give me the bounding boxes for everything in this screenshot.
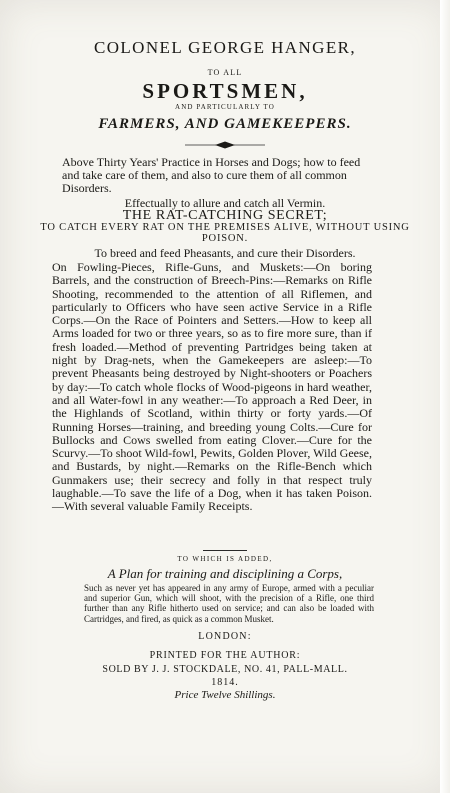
vermin-line: Effectually to allure and catch all Vermin. [124,196,326,210]
pheasants-line: To breed and feed Pheasants, and cure their Disorders. [94,246,356,260]
plan-heading: A Plan for training and disciplining a Corps, [107,566,343,581]
intro-paragraph: Above Thirty Years' Practice in Horses and Dogs; how to feed and take care of them, and also to cure them of all common Disorders. [62,155,361,195]
rat-catching-heading: THE RAT-CATCHING SECRET; [122,208,328,223]
imprint-place: LONDON: [198,631,252,642]
author-heading: COLONEL GEORGE HANGER, [93,38,356,57]
rat-catching-subtitle: TO CATCH EVERY RAT ON THE PREMISES ALIVE, WITHOUT USING POISON. [40,222,410,244]
imprint-year: 1814. [211,677,239,688]
imprint-printer: PRINTED FOR THE AUTHOR: [149,650,301,661]
farmers-heading: FARMERS, AND GAMEKEEPERS. [98,116,352,132]
ornament-rule [185,140,265,150]
and-particularly-line: AND PARTICULARLY TO [175,103,275,111]
price-line: Price Twelve Shillings. [174,689,276,701]
sportsmen-heading: SPORTSMEN, [142,79,308,103]
to-all-line: TO ALL [207,68,243,77]
plan-description: Such as never yet has appeared in any army of Europe, armed with a peculiar and superior Gun, which will shoot, with the precision of a Rifle, one third further than any Rifle hitherto used on service; and can also be loaded with Cartridges, and fired, as quick as a common Musket. [84,583,374,624]
to-which-added-line: TO WHICH IS ADDED, [177,555,273,563]
imprint-seller: SOLD BY J. J. STOCKDALE, NO. 41, PALL-MALL. [102,664,348,675]
contents-paragraph: On Fowling-Pieces, Rifle-Guns, and Muskets:—On boring Barrels, and the construction of Breech-Pins:—Remarks on Rifle Shooting, recommended to the attention of all Riflemen, and particularly to Officers who have seen active Service in a Rifle Corps.—On the Race of Pointers and Setters.—How to keep all Arms loaded for two or three years, so as to fire more sure, than if fresh loaded.—Method of preventing Partridges being taken at night by Drag-nets, when the Gamekeepers are asleep:—To prevent Pheasants being destroyed by Night-shooters or Poachers by day:—To catch whole flocks of Wood-pigeons in hard weather, and all Water-fowl in any weather:—To approach a Red Deer, in the Highlands of Scotland, within thirty or forty yards.—Of Running Horses—training, and breeding young Colts.—Cure for Bullocks and Cows swelled from eating Clover.—Cure for the Scurvy.—To shoot Wild-fowl, Pewits, Golden Plover, Wild Geese, and Bustards, by night.—Remarks on the Rifle-Bench which Gunmakers use; their secrecy and folly in that respect truly laughable.—To save the life of a Dog, when it has taken Poison.—With several valuable Family Receipts. [52,260,372,514]
divider-rule [203,550,247,551]
